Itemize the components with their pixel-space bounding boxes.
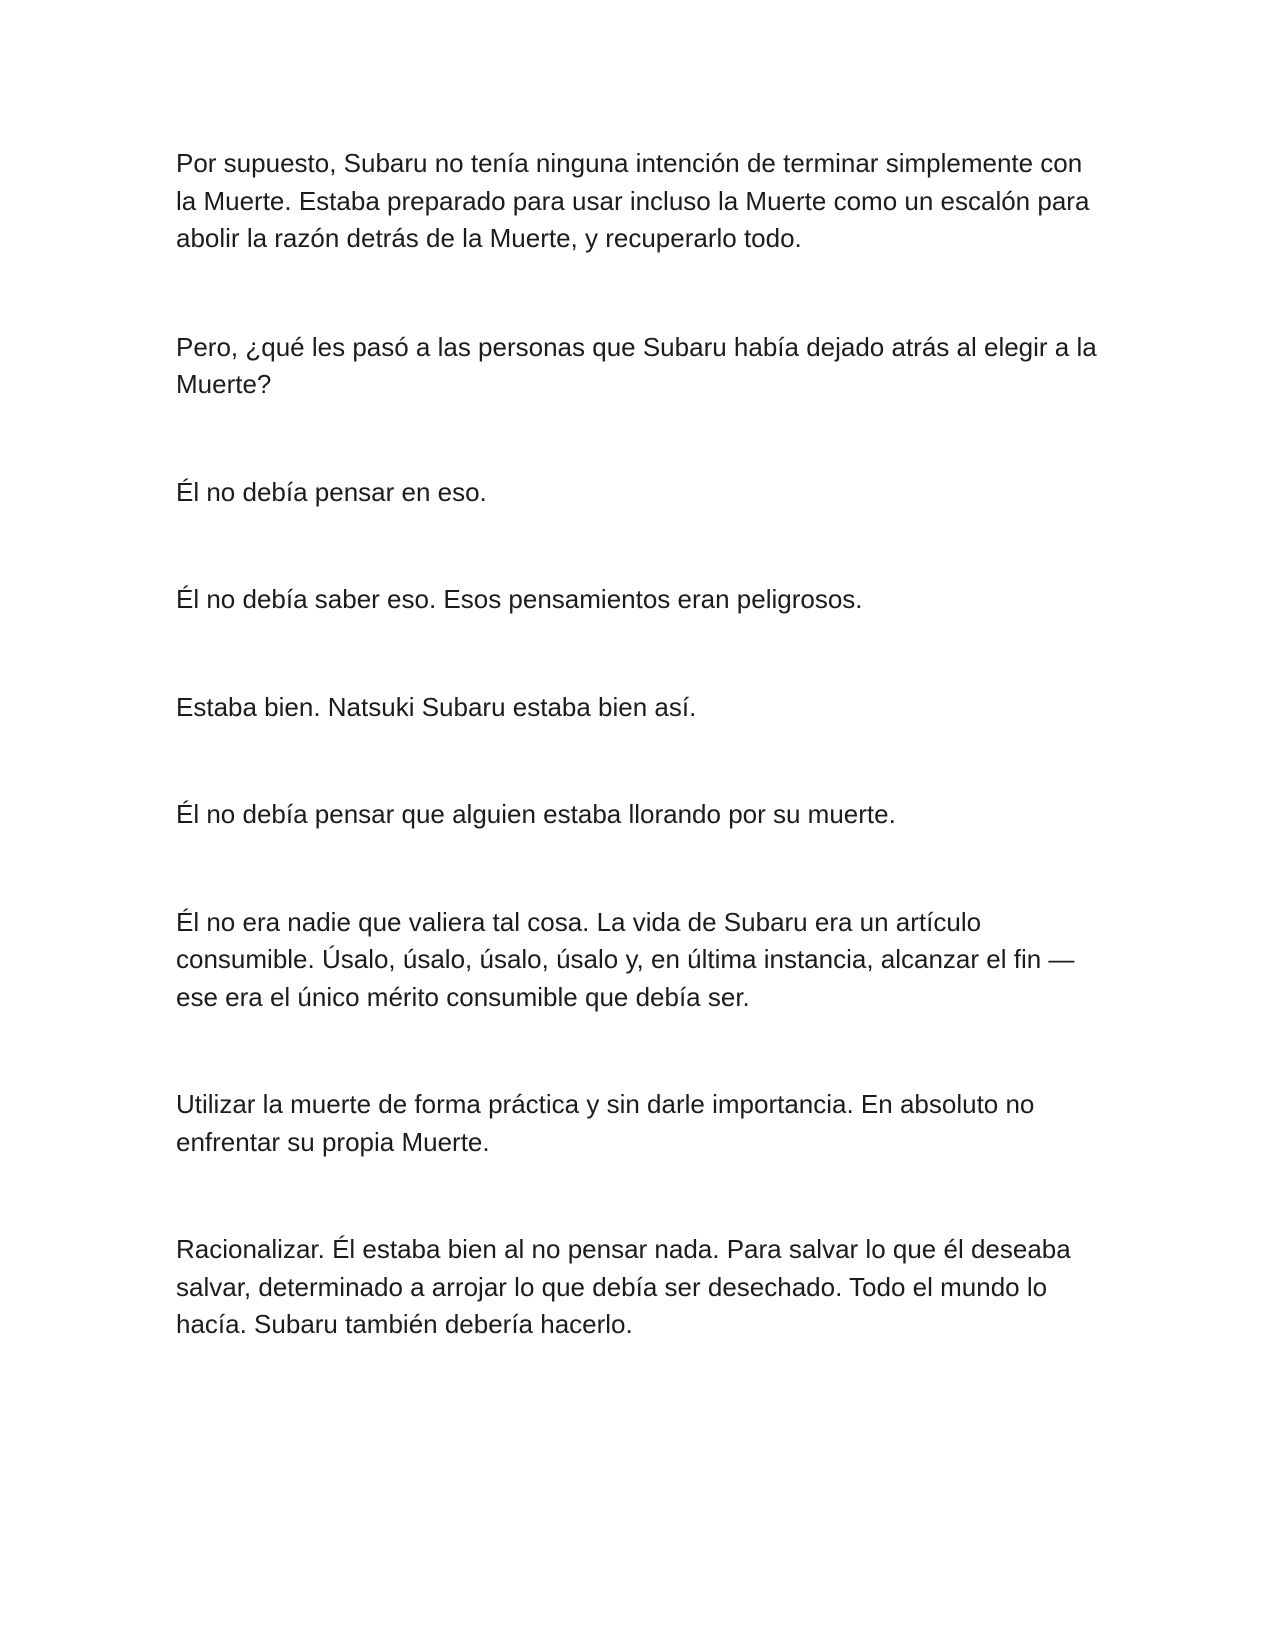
paragraph-5: Estaba bien. Natsuki Subaru estaba bien así. (176, 691, 697, 722)
paragraph-9: Racionalizar. Él estaba bien al no pensar nada. Para salvar lo que él deseaba salvar, determinado a arrojar lo que debía ser desechado. Todo el mundo lo hacía. Subaru también debería hacerlo. (176, 1234, 1071, 1339)
paragraph-7: Él no era nadie que valiera tal cosa. La vida de Subaru era un artículo consumible. Úsalo, úsalo, úsalo, úsalo y, en última instancia, alcanzar el fin — ese era el único mérito consumible que debía ser. (176, 906, 1075, 1012)
paragraph-4: Él no debía saber eso. Esos pensamientos eran peligrosos. (176, 584, 863, 614)
paragraph-6: Él no debía pensar que alguien estaba llorando por su muerte. (176, 799, 896, 829)
document-body (176, 145, 1106, 1344)
paragraph-3: Él no debía pensar en eso. (176, 476, 487, 507)
paragraph-2: Pero, ¿qué les pasó a las personas que Subaru había dejado atrás al elegir a la Muerte? (176, 331, 1097, 399)
paragraph-8: Utilizar la muerte de forma práctica y sin darle importancia. En absoluto no enfrentar su propia Muerte. (176, 1089, 1035, 1157)
paragraph-1: Por supuesto, Subaru no tenía ninguna intención de terminar simplemente con la Muerte. Estaba preparado para usar incluso la Muerte como un escalón para abolir la razón detrás de la Muerte, y recuperarlo todo. (176, 148, 1090, 253)
